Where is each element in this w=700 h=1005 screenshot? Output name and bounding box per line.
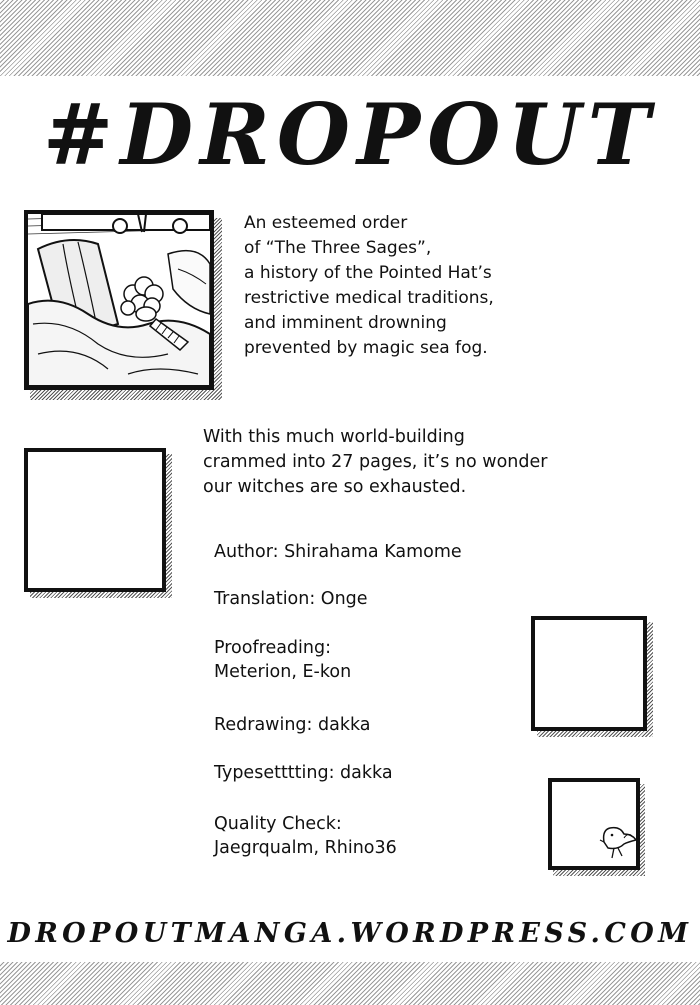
manga-illustration xyxy=(24,210,214,390)
page-title: #DROPOUT xyxy=(42,85,658,184)
empty-panel-left xyxy=(24,448,166,592)
bird-doodle-icon xyxy=(552,782,636,866)
credit-translation: Translation: Onge xyxy=(214,589,368,609)
description-line: An esteemed order xyxy=(244,213,408,233)
credit-quality-label: Quality Check: xyxy=(214,814,342,834)
footer-url[interactable]: DROPOUTMANGA.WORDPRESS.COM xyxy=(7,918,693,949)
comment-line: our witches are so exhausted. xyxy=(203,477,467,497)
description-text xyxy=(244,211,494,361)
empty-panel-right xyxy=(531,616,647,731)
description-line: prevented by magic sea fog. xyxy=(244,338,488,358)
bird-panel xyxy=(548,778,640,870)
description-line: restrictive medical traditions, xyxy=(244,288,494,308)
credit-redrawing: Redrawing: dakka xyxy=(214,715,371,735)
comment-line: With this much world-building xyxy=(203,427,465,447)
sleeping-witch-drawing xyxy=(28,214,210,386)
description-line: a history of the Pointed Hat’s xyxy=(244,263,492,283)
credit-author: Author: Shirahama Kamome xyxy=(214,542,462,562)
credit-typesetting: Typesetttting: dakka xyxy=(214,763,393,783)
bottom-hatch-band xyxy=(0,962,700,1005)
credit-quality-names: Jaegrqualm, Rhino36 xyxy=(214,838,397,858)
description-line: of “The Three Sages”, xyxy=(244,238,432,258)
description-line: and imminent drowning xyxy=(244,313,447,333)
top-hatch-band xyxy=(0,0,700,76)
comment-text xyxy=(203,425,547,500)
credit-proofreading-names: Meterion, E-kon xyxy=(214,662,352,682)
comment-line: crammed into 27 pages, it’s no wonder xyxy=(203,452,548,472)
credit-proofreading-label: Proofreading: xyxy=(214,638,331,658)
